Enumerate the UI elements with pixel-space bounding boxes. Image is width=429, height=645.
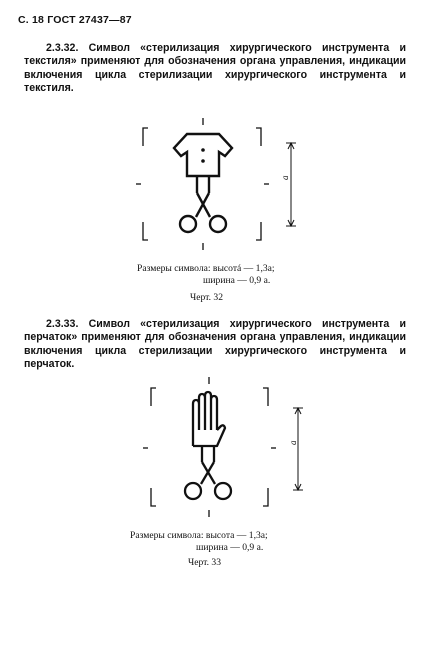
caption-33-line1: Размеры символа: высота — 1,3a; [130, 530, 268, 541]
page-header: С. 18 ГОСТ 27437—87 [18, 14, 132, 26]
caption-32-line2: ширина — 0,9 a. [203, 274, 271, 286]
caption-33-line2: ширина — 0,9 a. [196, 541, 264, 553]
glove-scissors-icon [185, 392, 231, 499]
caption-33 [130, 530, 268, 553]
dimension-line-a [293, 408, 303, 490]
dimension-label-a: a [288, 440, 298, 445]
paragraph-2-3-33: 2.3.33. Символ «стерилизация хирургического инструмента и перчаток» применяют для обозначения органа управления, индикации включения цикла стерилизации хирургического инструмента и перчаток. [24, 318, 406, 370]
figure-label-33: Черт. 33 [188, 557, 222, 568]
dimension-label-a: a [280, 175, 290, 180]
paragraph-2-3-32: 2.3.32. Символ «стерилизация хирургического инструмента и текстиля» применяют для обозначения органа управления, индикации включения цикла стерилизации хирургического инструмента и текстиля. [24, 42, 406, 94]
caption-32-line1: Размеры символа: высотá — 1,3a; [137, 263, 275, 274]
figure-label-32: Черт. 32 [190, 292, 224, 303]
